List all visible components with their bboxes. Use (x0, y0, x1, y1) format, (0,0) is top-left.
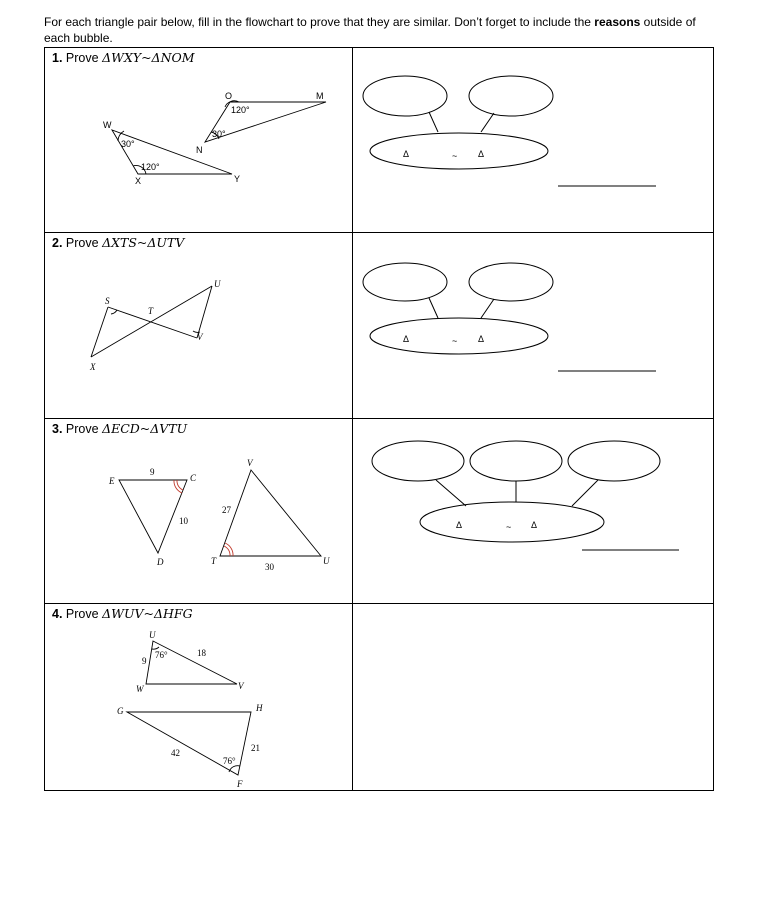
instructions: For each triangle pair below, fill in the flowchart to prove that they are similar. Don’t forget to include the reasons outside of each bubble. (44, 15, 696, 45)
q2-label-u: U (214, 279, 221, 289)
q3-diagram (119, 470, 321, 556)
q4-side-uw: 9 (142, 656, 147, 666)
instructions-bold: reasons (594, 15, 641, 29)
q1-label-x: X (135, 176, 142, 186)
flowchart-3 (372, 441, 679, 550)
q2-label-t: T (148, 306, 154, 316)
q4-label-w: W (136, 684, 144, 694)
q4-angle-f: 76° (223, 756, 236, 766)
q1-label-m: M (316, 91, 324, 101)
flowchart-1-connector-left (429, 112, 438, 132)
q3-side-tv: 27 (222, 505, 231, 515)
q3-side-ec: 9 (150, 467, 155, 477)
q3-side-tu: 30 (265, 562, 274, 572)
flowchart-2-bubble-right[interactable] (469, 263, 553, 301)
flowchart-3-bubble-left[interactable] (372, 441, 464, 481)
flowchart-2-connector-left (429, 298, 438, 318)
q4-label-v: V (238, 681, 244, 691)
segment-s-x (91, 307, 108, 357)
flowchart-2-similar: ~ (452, 336, 458, 346)
q1-label-o: O (225, 91, 233, 101)
flowchart-2-conclusion-bubble[interactable] (370, 318, 548, 354)
q3-label-e: E (109, 476, 115, 486)
flowchart-3-connector-left (436, 480, 466, 506)
q1-angle-w: 30° (121, 139, 135, 149)
flowchart-1-conclusion-bubble[interactable] (370, 133, 548, 169)
triangle-ecd (119, 480, 187, 553)
flowchart-2-bubble-left[interactable] (363, 263, 447, 301)
triangle-vtu (220, 470, 321, 556)
q4-angle-u: 76° (155, 650, 168, 660)
q3-label-u: U (323, 556, 330, 566)
q1-angle-o: 120° (231, 105, 250, 115)
flowchart-3-bubble-right[interactable] (568, 441, 660, 481)
flowchart-1-triangle-2: Δ (478, 149, 485, 159)
q4-label-u: U (149, 630, 156, 640)
angle-arc-c-1 (177, 480, 183, 490)
flowchart-3-similar: ~ (506, 522, 512, 532)
q4-side-hf: 21 (251, 743, 260, 753)
angle-arc-s (111, 310, 117, 314)
triangle-wuv (146, 641, 237, 684)
q3-label-d: D (157, 557, 164, 567)
question-3-label: 3. Prove ΔECD~ΔVTU (52, 421, 188, 436)
q4-label-f: F (237, 779, 243, 789)
angle-arc-u (152, 647, 159, 649)
q4-label-g: G (117, 706, 124, 716)
q4-side-gf: 42 (171, 748, 180, 758)
q1-label-y: Y (234, 174, 241, 184)
flowchart-3-triangle-1: Δ (456, 520, 463, 530)
q2-label-v: V (197, 332, 203, 342)
q1-label-w: W (103, 120, 112, 130)
q3-label-t: T (211, 556, 217, 566)
q1-angle-x: 120° (141, 162, 160, 172)
question-4-label: 4. Prove ΔWUV~ΔHFG (52, 606, 193, 621)
q4-label-h: H (256, 703, 263, 713)
q1-label-n: N (196, 145, 203, 155)
q2-label-s: S (105, 296, 110, 306)
q3-side-cd: 10 (179, 516, 188, 526)
q1-angle-n: 30° (212, 129, 226, 139)
q3-label-v: V (247, 458, 253, 468)
flowchart-2 (363, 263, 656, 371)
flowchart-1-similar: ~ (452, 151, 458, 161)
flowchart-1-bubble-left[interactable] (363, 76, 447, 116)
question-2-label: 2. Prove ΔXTS~ΔUTV (52, 235, 185, 250)
flowchart-2-triangle-2: Δ (478, 334, 485, 344)
flowchart-1-bubble-right[interactable] (469, 76, 553, 116)
flowchart-2-triangle-1: Δ (403, 334, 410, 344)
flowchart-2-connector-right (481, 299, 494, 318)
flowchart-1-triangle-1: Δ (403, 149, 410, 159)
flowchart-3-triangle-2: Δ (531, 520, 538, 530)
q3-label-c: C (190, 473, 197, 483)
flowchart-1-connector-right (481, 113, 494, 132)
flowchart-3-conclusion-bubble[interactable] (420, 502, 604, 542)
q2-label-x: X (90, 362, 96, 372)
q4-side-uv: 18 (197, 648, 206, 658)
flowchart-3-bubble-middle[interactable] (470, 441, 562, 481)
flowchart-1 (363, 76, 656, 186)
angle-arc-t-1 (224, 546, 230, 556)
flowchart-3-connector-right (572, 480, 598, 506)
question-1-label: 1. Prove ΔWXY~ΔNOM (52, 50, 195, 65)
